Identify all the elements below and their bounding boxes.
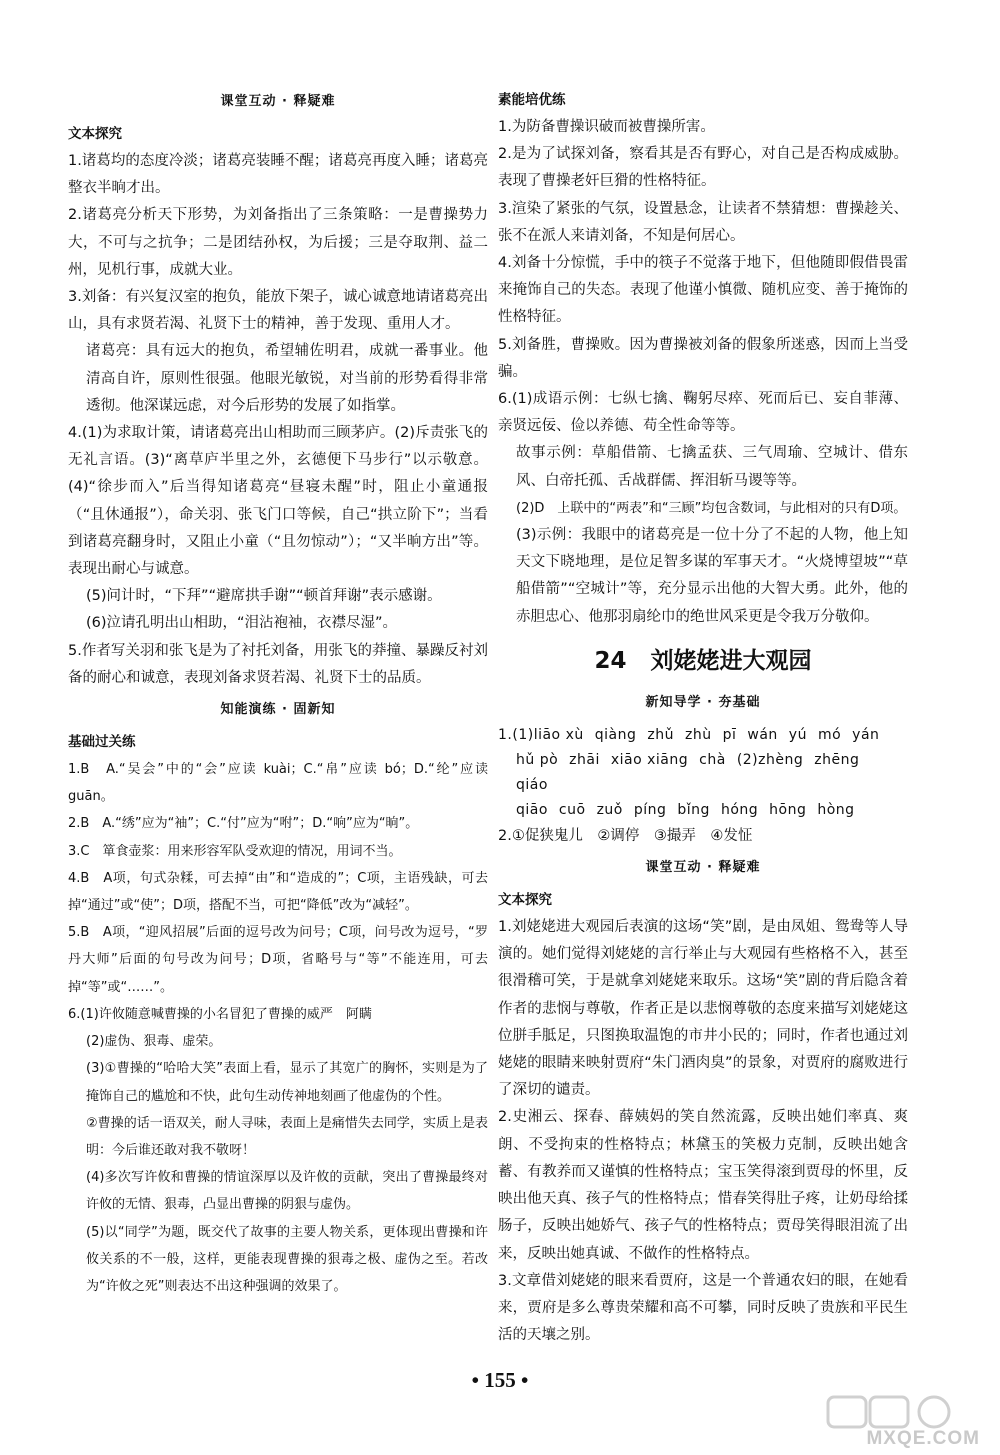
section-title-new-knowledge: 新知导学 · 夯基础	[645, 694, 761, 710]
pinyin-word: hóng	[720, 801, 759, 818]
pinyin-line	[498, 748, 908, 798]
answer-item: 故事示例：草船借箭、七擒孟获、三气周瑜、空城计、借东风、白帝托孤、舌战群儒、挥泪斩马谡等等。	[516, 445, 908, 489]
pinyin-line	[498, 798, 908, 823]
pinyin-word: (2)zhèng	[736, 751, 804, 768]
answer-item: 3.刘备：有兴复汉室的抱负，能放下架子，诚心诚意地请诸葛亮出山，具有求贤若渴、礼贤下士的精神，善于发现、重用人才。	[68, 289, 488, 333]
answer-item: (6)泣请孔明出山相助，“泪沾袍袖，衣襟尽湿”。	[86, 615, 398, 632]
subsection-text-exploration: 文本探究	[68, 126, 122, 142]
chapter-number: 24	[594, 647, 627, 674]
answer-item: 6.(1)许攸随意喊曹操的小名冒犯了曹操的威严 阿瞒	[68, 1006, 372, 1022]
pinyin-word: qiáo	[516, 776, 548, 793]
answer-item: (4)多次写许攸和曹操的情谊深厚以及许攸的贡献，突出了曹操最终对许攸的无情、狠毒，凸显出曹操的阴狠与虚伪。	[86, 1170, 488, 1213]
section-title-classroom-2: 课堂互动 · 释疑难	[645, 860, 761, 876]
pinyin-word: hōng	[769, 801, 807, 818]
left-column	[68, 84, 488, 1300]
answer-item: 4.(1)为求取计策，请诸葛亮出山相助而三顾茅庐。(2)斥责张飞的无礼言语。(3)“离草庐半里之外，玄德便下马步行”以示敬意。(4)“徐步而入”后当得知诸葛亮“昼寝未醒”时，阻止小童通报（“且休通报”），命关羽、张飞门口等候，自己“拱立阶下”；当看到诸葛亮翻身时，又阻止小童（“且勿惊动”）；“又半晌方出”等。表现出耐心与诚意。	[68, 425, 488, 578]
subsection-text-exploration-2: 文本探究	[498, 892, 552, 909]
answer-item: 2.①促狭鬼儿 ②调停 ③撮弄 ④发怔	[498, 827, 753, 844]
pinyin-word: liāo xù	[533, 726, 584, 743]
pinyin-word: pī	[722, 726, 737, 743]
answer-item: 2.B A.“绣”应为“袖”；C.“付”应为“咐”；D.“响”应为“晌”。	[68, 816, 419, 832]
pinyin-word: cuō	[558, 801, 586, 818]
answer-item: 5.作者写关羽和张飞是为了衬托刘备，用张飞的莽撞、暴躁反衬刘备的耐心和诚意，表现刘备求贤若渴、礼贤下士的品质。	[68, 642, 488, 686]
answer-item: 1.诸葛均的态度冷淡；诸葛亮装睡不醒；诸葛亮再度入睡；诸葛亮整衣半晌才出。	[68, 153, 488, 197]
pinyin-word: wán	[747, 726, 778, 743]
answer-item: 5.刘备胜，曹操败。因为曹操被刘备的假象所迷惑，因而上当受骗。	[498, 336, 908, 380]
pinyin-line	[498, 723, 908, 748]
answer-item: 2.是为了试探刘备，察看其是否有野心，对自己是否构成威胁。表现了曹操老奸巨猾的性格特征。	[498, 146, 908, 190]
pinyin-word: hòng	[817, 801, 855, 818]
pinyin-word: zhù	[684, 726, 712, 743]
chapter-heading	[498, 637, 908, 685]
pinyin-word: bǐng	[677, 801, 710, 818]
pinyin-word: chà	[699, 751, 726, 768]
page-number: • 155 •	[471, 1368, 529, 1392]
answer-item: 1.B A.“吴会”中的“会”应读 kuài；C.“帛”应读 bó；D.“纶”应读 guān。	[68, 762, 488, 805]
pinyin-word: qiàng	[594, 726, 637, 743]
answer-item: (2)D 上联中的“两表”和“三顾”均包含数词，与此相对的只有D项。	[516, 500, 907, 516]
pinyin-word: zhēng	[814, 751, 860, 768]
pinyin-word: hǔ pò	[516, 751, 559, 768]
answer-item: 4.B A项，句式杂糅，可去掉“由”和“造成的”；C项，主语残缺，可去掉“通过”或“使”；D项，搭配不当，可把“降低”改为“减轻”。	[68, 870, 488, 914]
answer-item: 4.刘备十分惊慌，手中的筷子不觉落于地下，但他随即假借畏雷来掩饰自己的失态。表现了他谨小慎微、随机应变、善于掩饰的性格特征。	[498, 255, 908, 326]
answer-item: 3.渲染了紧张的气氛，设置悬念，让读者不禁猜想：曹操趁关、张不在派人来请刘备，不知是何居心。	[498, 200, 908, 244]
chapter-title: 刘姥姥进大观园	[650, 647, 812, 674]
answer-item: 1.为防备曹操识破而被曹操所害。	[498, 119, 715, 135]
answer-item: 2.诸葛亮分析天下形势，为刘备指出了三条策略：一是曹操势力大，不可与之抗争；二是团结孙权，为后援；三是夺取荆、益二州，见机行事，成就大业。	[68, 207, 488, 278]
pinyin-word: yán	[852, 726, 880, 743]
pinyin-word: zuǒ	[596, 801, 623, 818]
answer-item: 诸葛亮：具有远大的抱负，希望辅佐明君，成就一番事业。他清高自许，原则性很强。他眼光敏锐，对当前的形势看得非常透彻。他深谋远虑，对今后形势的发展了如指掌。	[86, 343, 488, 414]
section-title-classroom: 课堂互动 · 释疑难	[220, 94, 336, 109]
answer-item: ②曹操的话一语双关，耐人寻味，表面上是痛惜失去同学，实质上是表明：今后谁还敢对我不敬呀！	[86, 1115, 488, 1158]
pinyin-word: píng	[633, 801, 667, 818]
answer-item: 5.B A项，“迎风招展”后面的逗号改为问号；C项，问号改为逗号，“罗丹大师”后面的句号改为问号；D项，省略号与“等”不能连用，可去掉“等”或“……”。	[68, 925, 488, 995]
answer-item: 6.(1)成语示例：七纵七擒、鞠躬尽瘁、死而后已、妄自菲薄、亲贤远佞、俭以养德、苟全性命等等。	[498, 391, 908, 435]
section-title-practice: 知能演练 · 固新知	[220, 702, 336, 718]
pinyin-word: zhāi	[569, 751, 600, 768]
pinyin-word: qiāo	[516, 801, 548, 818]
section-title-advanced: 素能培优练	[498, 92, 566, 108]
pinyin-word: yú	[788, 726, 807, 743]
answer-item: 3.文章借刘姥姥的眼来看贾府，这是一个普通农妇的眼，在她看来，贾府是多么尊贵荣耀和高不可攀，同时反映了贵族和平民生活的天壤之别。	[498, 1272, 908, 1344]
answer-item: 1.刘姥姥进大观园后表演的这场“笑”剧，是由凤姐、鸳鸯等人导演的。她们觉得刘姥姥的言行举止与大观园有些格格不入，甚至很滑稽可笑，于是就拿刘姥姥来取乐。这场“笑”剧的背后隐含着作者的悲悯与尊敬，作者正是以悲悯尊敬的态度来描写刘姥姥这位胼手胝足，只图换取温饱的市井小民的；同时，作者也通过刘姥姥的眼睛来映射贾府“朱门酒肉臭”的景象，对贾府的腐败进行了深切的谴责。	[498, 919, 908, 1099]
answer-item: (5)以“同学”为题，既交代了故事的主要人物关系，更体现出曹操和许攸关系的不一般，这样，更能表现曹操的狠毒之极、虚伪之至。若改为“许攸之死”则表达不出这种强调的效果了。	[86, 1224, 488, 1294]
answer-item: (3)①曹操的“哈哈大笑”表面上看，显示了其宽广的胸怀，实则是为了掩饰自己的尴尬和不快，此句生动传神地刻画了他虚伪的个性。	[86, 1061, 488, 1104]
answer-item: 2.史湘云、探春、薛姨妈的笑自然流露，反映出她们率真、爽朗、不受拘束的性格特点；林黛玉的笑极力克制，反映出她含蓄、有教养而又谨慎的性格特点；宝玉笑得滚到贾母的怀里，反映出他天真、孩子气的性格特点；惜春笑得肚子疼，让奶母给揉肠子，反映出她娇气、孩子气的性格特点；贾母笑得眼泪流了出来，反映出她真诚、不做作的性格特点。	[498, 1109, 908, 1262]
answer-item: (2)虚伪、狠毒、虚荣。	[86, 1034, 222, 1050]
subsection-basic-practice: 基础过关练	[68, 734, 136, 751]
pinyin-word: mó	[817, 726, 842, 743]
right-column	[498, 84, 908, 1349]
pinyin-prefix: 1.(1)	[498, 726, 534, 743]
answer-item: 3.C 箪食壶浆：用来形容军队受欢迎的情况，用词不当。	[68, 843, 402, 859]
watermark-text: MXQE.COM	[866, 1428, 980, 1449]
pinyin-word: xiāo xiāng	[610, 751, 689, 768]
pinyin-word: zhǔ	[647, 726, 674, 743]
answer-item: (3)示例：我眼中的诸葛亮是一位十分了不起的人物，他上知天文下晓地理，是位足智多谋的军事天才。“火烧博望坡”“草船借箭”“空城计”等，充分显示出他的大智大勇。此外，他的赤胆忠心、他那羽扇纶巾的绝世风采更是令我万分敬仰。	[516, 527, 908, 625]
answer-item: (5)问计时，“下拜”“避席拱手谢”“顿首拜谢”表示感谢。	[86, 588, 442, 605]
